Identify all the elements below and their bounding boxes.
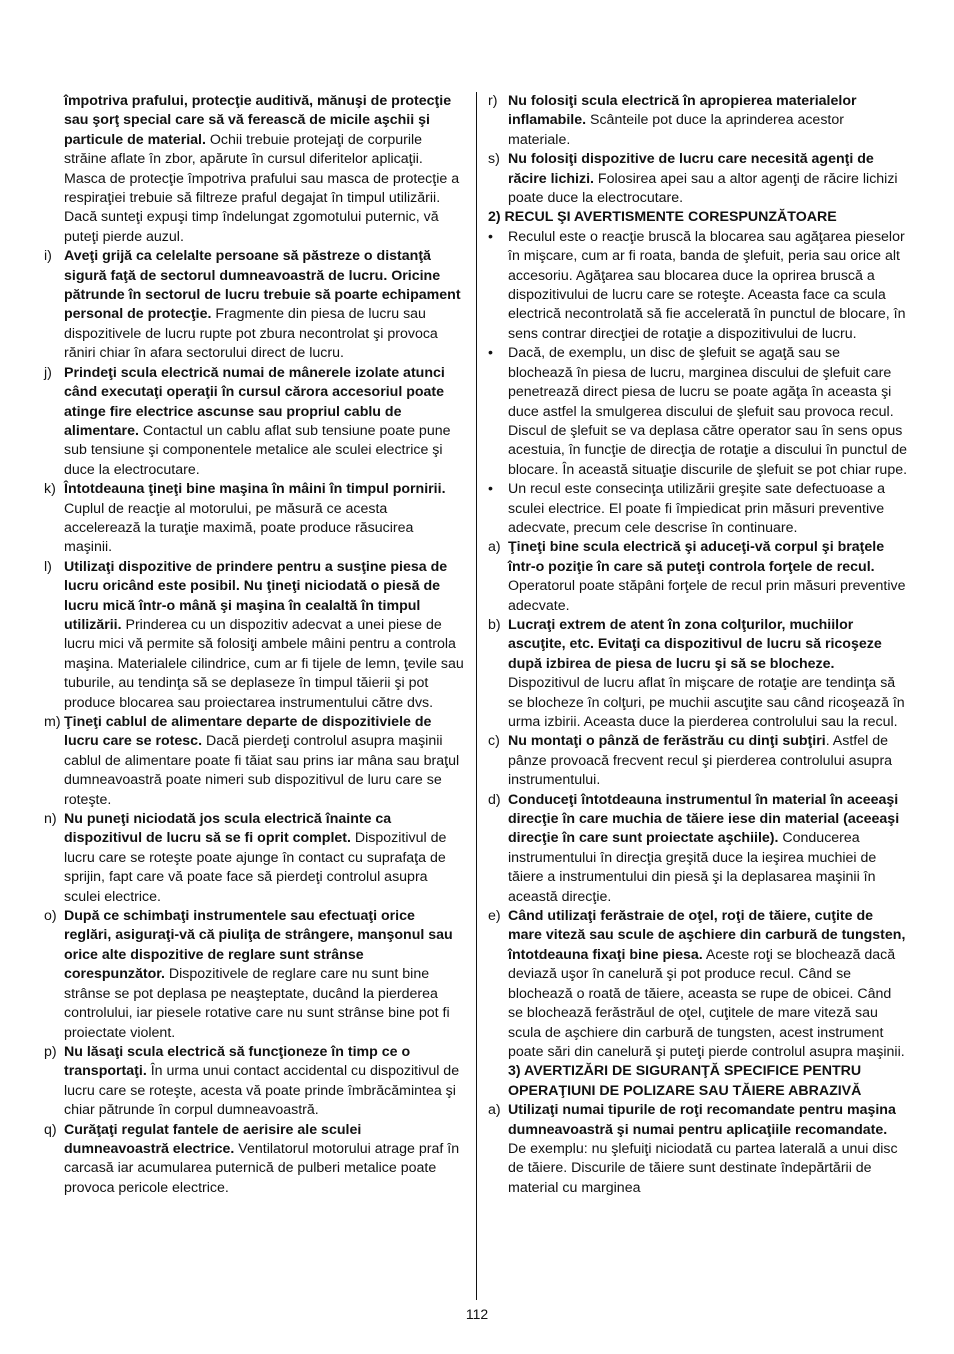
item-marker: p) <box>44 1043 57 1060</box>
item-bold: Nu folosiţi scula electrică în apropierea materialelor inflamabile. <box>508 93 857 129</box>
left-column <box>44 92 465 1198</box>
item-text: Aceste roţi se blochează dacă deviază uşor în canelură şi pot produce recul. Când se blochează o roată de tăiere, aceasta se rupe de obicei. Când se blochează ferăstrăul de oţel, cuţitele de mare viteză sau scula de aşchiere din carbură de tungsten, acest instrument poate sări din canelură şi puteţi pierde controlul asupra maşinii. <box>508 946 905 1060</box>
item-marker: a) <box>488 1102 501 1119</box>
item-bold: Ţineţi bine scula electrică şi aduceţi-vă corpul şi braţele într-o poziţie în care să puteţi controla forţele de recul. <box>508 539 885 575</box>
bullet-item <box>488 480 908 538</box>
page-number: 112 <box>465 1306 489 1322</box>
item-bold: Prindeţi scula electrică numai de mânerele izolate atunci când executaţi operaţii în cursul cărora accesoriul poate atinge fire electrice ascunse sau propriul cablu de alimentare. <box>64 364 445 439</box>
list-item <box>488 538 908 616</box>
item-marker: e) <box>488 908 501 925</box>
section-heading-3 <box>488 1062 908 1101</box>
right-column <box>488 92 908 1198</box>
item-text: Prinderea cu un dispozitiv adecvat a unei piese de lucru mici vă permite să folosiţi ambele mâini pentru a controla maşina. Materialele cilindrice, cum ar fi tijele de lemn, ţevile sau tuburile, au tendinţa să se deplaseze în timpul tăierii şi pot produce blocarea sau proiectarea instrumentului către dvs. <box>64 616 464 711</box>
right-items-bottom <box>488 1101 908 1198</box>
column-divider <box>476 92 477 1300</box>
list-item <box>44 247 465 363</box>
item-marker: j) <box>44 364 52 381</box>
item-marker: l) <box>44 558 52 575</box>
item-text: Dispozitivul de lucru care se roteşte poate ajunge în contact cu suprafaţa de sprijin, fapt care vă poate face să pierdeţi controlul asupra sculei electrice. <box>64 830 447 905</box>
item-bold: După ce schimbaţi instrumentele sau efectuaţi orice reglări, asiguraţi-vă că piuliţa de strângere, manşonul sau orice alte dispozitive de reglare sunt strânse corespunzător. <box>64 908 453 983</box>
list-item <box>44 1121 465 1199</box>
list-item <box>488 907 908 1062</box>
item-text: Fragmente din piesa de lucru sau dispozitivele de lucru rupte pot zbura necontrolat şi provoca răniri chiar în afara sectorului direct de lucru. <box>64 306 438 362</box>
item-text: Contactul un cablu aflat sub tensiune poate pune sub tensiune şi componentele metalice ale sculei electrice şi duce la electrocutare. <box>64 422 451 478</box>
item-text: Dispozitivul de lucru aflat în mişcare de rotaţie are tendinţa să se blocheze în colţuri, pe muchii ascuţite sau când ricoşează în urma izbirii. Aceasta duce la pierderea controlului sau la recul. <box>508 675 905 730</box>
item-bold: Ţineţi cablul de alimentare departe de dispozitiviele de lucru care se rotesc. <box>64 714 432 750</box>
item-marker: c) <box>488 733 500 750</box>
bullet-list <box>488 228 908 539</box>
item-bold: Curăţaţi regulat fantele de aerisire ale sculei dumneavoastră electrice. <box>64 1121 362 1157</box>
list-item <box>488 92 908 150</box>
item-bold: Când utilizaţi ferăstraie de oţel, roţi de tăiere, cuţite de mare viteză sau scule de aşchiere din carbură de tungsten, întotdeauna fixaţi bine piesa. <box>508 908 906 963</box>
heading-3-text: 3) AVERTIZĂRI DE SIGURANŢĂ SPECIFICE PENTRU OPERAŢIUNI DE POLIZARE SAU TĂIERE ABRAZIVĂ <box>508 1063 862 1099</box>
item-text: Folosirea apei sau a altor agenţi de răcire lichizi poate duce la electrocutare. <box>508 170 898 207</box>
item-marker: d) <box>488 791 501 808</box>
item-marker: a) <box>488 539 501 556</box>
list-item <box>44 1043 465 1121</box>
item-text: Dispozitivele de reglare care nu sunt bine strânse se pot deplasa pe neaşteptate, ducând la pierderea controlului, iar piesele rotative care nu sunt strânse bine pot fi proiectate violent. <box>64 966 450 1041</box>
item-text: Ventilatorul motorului atrage praf în carcasă iar acumularea puternică de pulberi metalice poate provoca pericole electrice. <box>64 1140 460 1196</box>
list-item <box>44 364 465 480</box>
item-bold: Conduceţi întotdeauna instrumentul în material în aceeaşi direcţie în care muchia de tăiere iese din material (aceeaşi direcţie în care sunt proiectate aşchiile). <box>508 791 900 847</box>
section-heading-2: 2) RECUL ŞI AVERTISMENTE CORESPUNZĂTOARE <box>488 209 837 226</box>
bullet-item <box>488 344 908 480</box>
item-bold: Întotdeauna ţineţi bine maşina în mâini în timpul pornirii. <box>64 481 446 498</box>
intro-bold: împotriva prafului, protecţie auditivă, mănuşi de protecţie sau şorţ special care să vă ferească de micile aşchii şi particule de material. <box>64 93 452 148</box>
item-text: În urma unui contact accidental cu dispozitivul de lucru care se roteşte, acesta vă poate prinde îmbrăcămintea şi chiar pătrunde în corpul dumneavoastră. <box>64 1063 460 1119</box>
list-item <box>488 150 908 208</box>
bullet-icon: • <box>488 481 493 498</box>
bullet-item <box>488 228 908 344</box>
item-bold: Nu puneţi niciodată jos scula electrică înainte ca dispozitivul de lucru să se fi oprit complet. <box>64 811 392 847</box>
item-marker: b) <box>488 616 501 633</box>
list-item <box>488 732 908 790</box>
list-item <box>44 480 465 558</box>
bullet-text: Dacă, de exemplu, un disc de şlefuit se agaţă sau se blochează în piesa de lucru, marginea discului de şlefuit care penetrează direct piesa de lucru se poate agăţa în aceasta şi duce astfel la smulgerea discului de şlefuit sau provoca recul. Discul de şlefuit se va deplasa către operator sau în sens opus acestuia, în funcţie de direcţia de rotaţie a discului în punctul de blocare. În această situaţie discurile de şlefuit se pot chiar rupe. <box>508 345 908 478</box>
item-bold: Lucraţi extrem de atent în zona colţurilor, muchiilor ascuţite, etc. Evitaţi ca dispozitivul de lucru să ricoşeze după izbirea de piesa de lucru şi să se blocheze. <box>508 616 882 672</box>
left-items <box>44 247 465 1198</box>
item-text: De exemplu: nu şlefuiţi niciodată cu partea laterală a unui disc de tăiere. Discurile de tăiere sunt destinate îndepărtării de material cu marginea <box>508 1140 898 1196</box>
item-bold: Nu lăsaţi scula electrică să funcţioneze în timp ce o transportaţi. <box>64 1043 411 1080</box>
list-item <box>488 791 908 907</box>
item-bold: Utilizaţi dispozitive de prindere pentru a susţine piesa de lucru oricând este posibil. Nu ţineţi niciodată o piesă de lucru mică într-o mână şi maşina în cealaltă în timpul utilizării. <box>64 558 448 633</box>
item-marker: k) <box>44 481 56 498</box>
bullet-text: Reculul este o reacţie bruscă la blocarea sau agăţarea pieselor în mişcare, cum ar fi roata, banda de şlefuit, peria sau orice alt accesoriu. Agăţarea sau blocarea duce la oprirea bruscă a dispozitivului de lucru care se roteşte. Aceasta face ca scula electrică necontrolată să fie accelerată în punctul de blocare, în sens contrar direcţiei de rotaţie a dispozitivului de lucru. <box>508 228 906 342</box>
item-marker: n) <box>44 811 57 828</box>
intro-text: Ochii trebuie protejaţi de corpurile străine aflate în zbor, apărute în cursul diferitelor aplicaţii. Masca de protecţie împotriva prafului sau masca de protecţie a respiraţiei trebuie să filtreze praful degajat în timpul utilizării. Dacă sunteţi expuşi timp îndelungat zgomotului puternic, vă puteţi pierde auzul. <box>64 131 460 245</box>
bullet-icon: • <box>488 228 493 245</box>
item-bold: Utilizaţi numai tipurile de roţi recomandate pentru maşina dumneavoastră şi numai pentru aplicaţiile recomandate. <box>508 1102 896 1138</box>
item-marker: i) <box>44 248 52 265</box>
item-text: . Astfel de pânze provoacă frecvent recul şi pierderea controlului asupra instrumentului. <box>508 733 893 789</box>
item-marker: r) <box>488 93 498 109</box>
item-text: Operatorul poate stăpâni forţele de recul prin măsuri preventive adecvate. <box>508 578 906 614</box>
bullet-text: Un recul este consecinţa utilizării greşite sate defectuoase a sculei electrice. El poate fi împiedicat prin măsuri preventive adecvate, precum cele descrise în continuare. <box>508 481 885 536</box>
item-marker: s) <box>488 151 500 168</box>
item-bold: Nu folosiţi dispozitive de lucru care necesită agenţi de răcire lichizi. <box>508 151 874 187</box>
item-bold: Nu montaţi o pânză de ferăstrău cu dinţi subţiri <box>508 733 826 750</box>
item-text: Scânteile pot duce la aprinderea acestor materiale. <box>508 112 844 148</box>
list-item <box>44 558 465 713</box>
item-marker: m) <box>44 714 61 730</box>
item-bold: Aveţi grijă ca celelalte persoane să păstreze o distanţă sigură faţă de sectorul dumneavoastră de lucru. Oricine pătrunde în sectorul de lucru trebuie să poarte echipament personal de protecţie. <box>64 248 461 323</box>
intro-paragraph <box>44 92 465 247</box>
list-item <box>44 713 465 810</box>
item-text: Cuplul de reacţie al motorului, pe măsură ce acesta accelerează la turaţie maximă, poate produce răsucirea maşinii. <box>64 500 414 556</box>
item-text: Dacă pierdeţi controlul asupra maşinii cablul de alimentare poate fi tăiat sau prins iar mâna sau braţul dumneavoastră poate nimeri sub dispozitivul de luru care se roteşte. <box>64 733 460 808</box>
bullet-icon: • <box>488 345 493 362</box>
list-item <box>488 1101 908 1198</box>
item-marker: o) <box>44 908 57 925</box>
item-marker: q) <box>44 1121 57 1138</box>
list-item <box>44 907 465 1043</box>
right-items-mid <box>488 538 908 1062</box>
list-item <box>488 616 908 732</box>
item-text: Conducerea instrumentului în direcţia greşită duce la ieşirea muchiei de tăiere a instrumentului din piesă şi la deplasarea maşinii în această direcţie. <box>508 830 877 905</box>
right-items-top <box>488 92 908 208</box>
list-item <box>44 810 465 907</box>
